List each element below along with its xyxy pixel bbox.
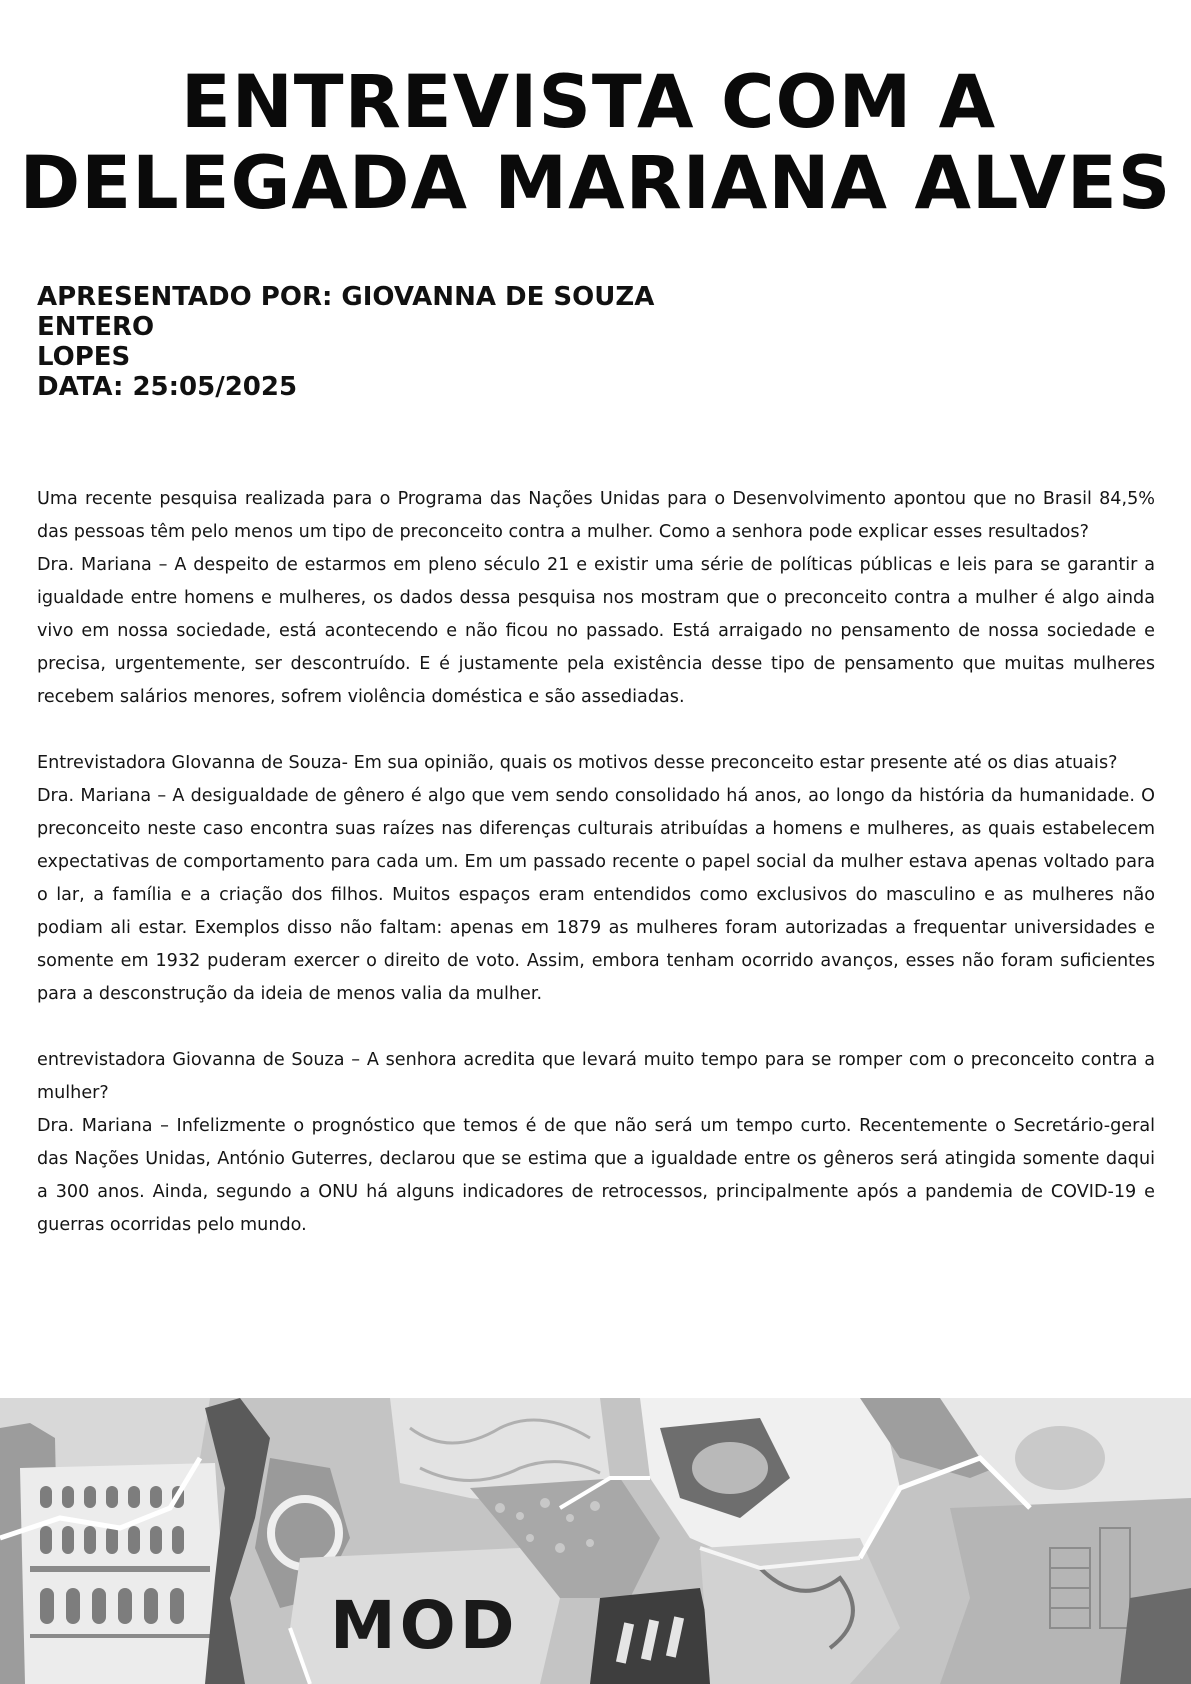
answer-2: Dra. Mariana – A desigualdade de gênero é algo que vem sendo consolidado há anos, ao longo da história da humanidade. O preconceito neste caso encontra suas raízes nas diferenças culturais atribuídas a homens e mulheres, as quais estabelecem expectativas de comportamento para cada um. Em um passado recente o papel social da mulher estava apenas voltado para o lar, a família e a criação dos filhos. Muitos espaços eram entendidos como exclusivos do masculino e as mulheres não podiam ali estar. Exemplos disso não faltam: apenas em 1879 as mulheres foram autorizadas a frequentar universidades e somente em 1932 puderam exercer o direito de voto. Assim, embora tenham ocorrido avanços, esses não foram suficientes para a desconstrução da ideia de menos valia da mulher. (37, 786, 1155, 1004)
date-line: DATA: 25:05/2025 (37, 372, 298, 402)
question-3: entrevistadora Giovanna de Souza – A senhora acredita que levará muito tempo para se romper com o preconceito contra a mulher? (37, 1050, 1155, 1103)
paragraph-spacer (37, 1011, 1155, 1044)
page-title (0, 62, 1191, 224)
answer-1: Dra. Mariana – A despeito de estarmos em pleno século 21 e existir uma série de políticas públicas e leis para se garantir a igualdade entre homens e mulheres, os dados dessa pesquisa nos mostram que o preconceito contra a mulher é algo ainda vivo em nossa sociedade, está acontecendo e não ficou no passado. Está arraigado no pensamento de nossa sociedade e precisa, urgentemente, ser descontruído. E é justamente pela existência desse tipo de pensamento que muitas mulheres recebem salários menores, sofrem violência doméstica e são assediadas. (37, 555, 1155, 707)
collage-illustration (0, 1398, 1191, 1684)
collage-image (0, 1398, 1191, 1684)
paragraph-spacer (37, 714, 1155, 747)
presenter-line-2: LOPES (37, 342, 131, 372)
collage-word: MOD (330, 1587, 519, 1664)
question-1: Uma recente pesquisa realizada para o Programa das Nações Unidas para o Desenvolvimento apontou que no Brasil 84,5% das pessoas têm pelo menos um tipo de preconceito contra a mulher. Como a senhora pode explicar esses resultados? (37, 489, 1155, 542)
title-line-1: ENTREVISTA COM A (180, 60, 997, 145)
question-2: Entrevistadora GIovanna de Souza- Em sua opinião, quais os motivos desse preconceito estar presente até os dias atuais? (37, 753, 1118, 773)
presenter-line-1: APRESENTADO POR: GIOVANNA DE SOUZA ENTERO (37, 282, 655, 342)
interview-body (37, 483, 1155, 1242)
title-line-2: DELEGADA MARIANA ALVES (19, 141, 1172, 226)
presentation-info (37, 282, 757, 402)
answer-3: Dra. Mariana – Infelizmente o prognóstico que temos é de que não será um tempo curto. Recentemente o Secretário-geral das Nações Unidas, António Guterres, declarou que se estima que a igualdade entre os gêneros será atingida somente daqui a 300 anos. Ainda, segundo a ONU há alguns indicadores de retrocessos, principalmente após a pandemia de COVID-19 e guerras ocorridas pelo mundo. (37, 1116, 1155, 1235)
